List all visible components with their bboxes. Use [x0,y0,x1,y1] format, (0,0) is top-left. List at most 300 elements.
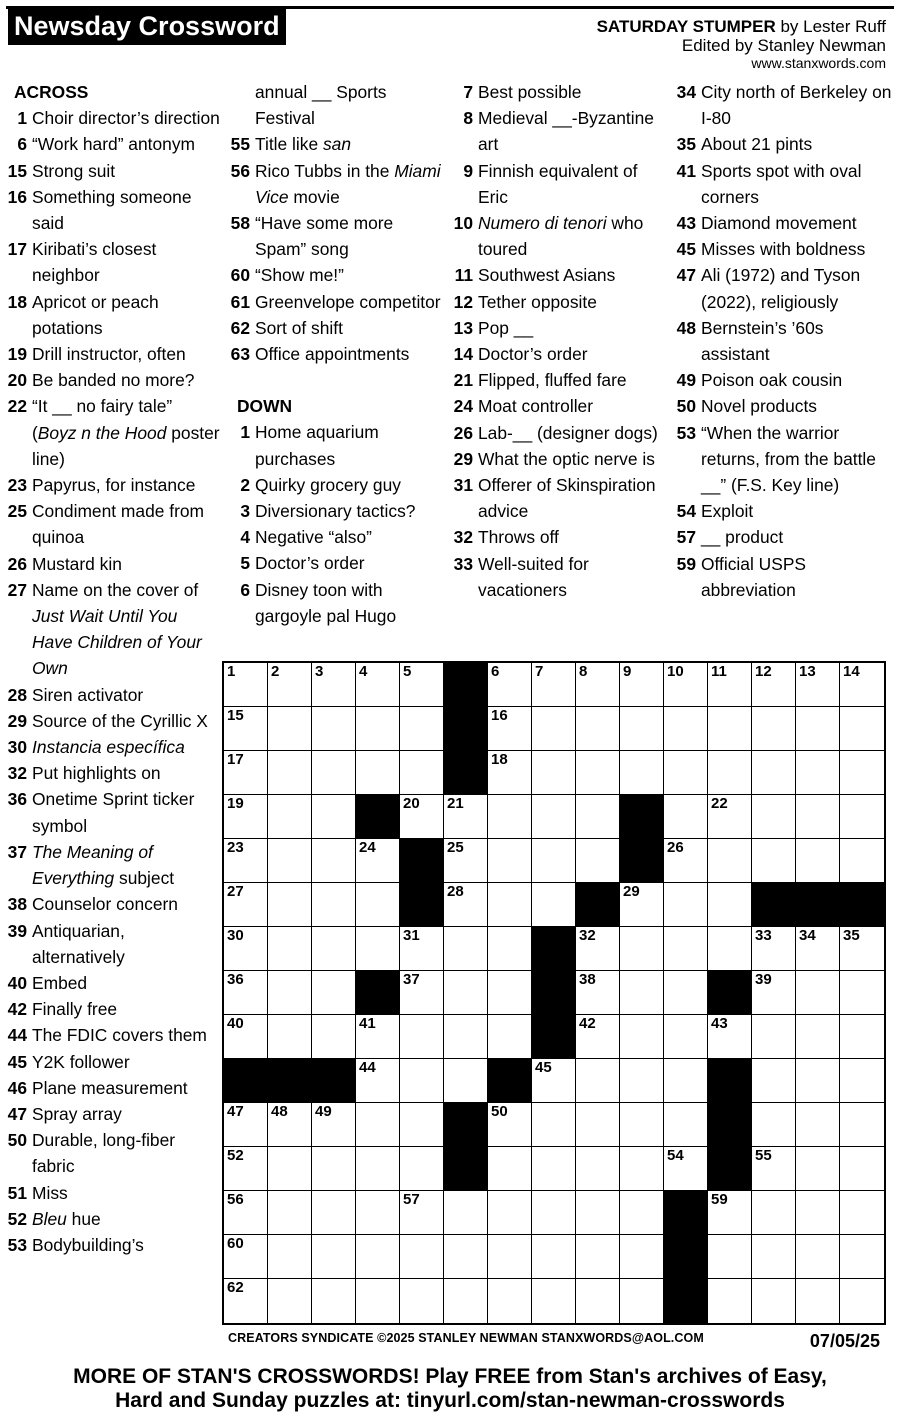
grid-cell[interactable] [532,883,576,927]
clue-item[interactable] [5,1127,220,1179]
grid-cell[interactable] [224,663,268,707]
grid-cell[interactable] [664,839,708,883]
grid-cell[interactable] [576,1147,620,1191]
grid-cell[interactable] [312,1279,356,1323]
grid-cell[interactable] [488,1015,532,1059]
clue-item[interactable] [5,708,220,734]
grid-cell[interactable] [488,927,532,971]
clue-item[interactable] [674,262,896,314]
grid-cell[interactable] [576,1059,620,1103]
clue-item[interactable] [451,289,669,315]
clue-item[interactable] [674,236,896,262]
grid-cell[interactable] [312,971,356,1015]
grid-cell[interactable] [488,795,532,839]
grid-cell[interactable] [752,707,796,751]
grid-cell[interactable] [620,751,664,795]
grid-cell[interactable] [796,751,840,795]
grid-cell[interactable] [532,839,576,883]
grid-cell[interactable] [532,663,576,707]
grid-cell[interactable] [752,1015,796,1059]
clue-item[interactable] [674,131,896,157]
grid-cell[interactable] [664,795,708,839]
grid-cell[interactable] [840,751,884,795]
cell-number: 23 [227,839,244,856]
clue-item[interactable] [451,472,669,524]
grid-cell[interactable] [752,1191,796,1235]
clue-number: 33 [453,553,473,574]
grid-cell[interactable] [840,927,884,971]
grid-cell[interactable] [444,795,488,839]
clue-text: Best possible [478,82,582,102]
grid-cell[interactable] [224,1279,268,1323]
grid-cell[interactable] [356,883,400,927]
grid-cell[interactable] [268,883,312,927]
grid-cell[interactable] [312,751,356,795]
grid-cell[interactable] [224,1191,268,1235]
grid-cell[interactable] [268,795,312,839]
grid-cell[interactable] [620,1103,664,1147]
clue-text: Home aquarium purchases [255,422,379,469]
grid-cell[interactable] [532,707,576,751]
grid-cell[interactable] [708,839,752,883]
grid-cell[interactable] [708,663,752,707]
cell-number: 14 [843,663,860,680]
clue-item[interactable] [674,158,896,210]
clue-item[interactable] [228,158,444,210]
grid-cell[interactable] [488,751,532,795]
clue-item[interactable] [5,1101,220,1127]
grid-cell[interactable] [312,883,356,927]
grid-cell[interactable] [532,1191,576,1235]
grid-cell[interactable] [664,751,708,795]
clue-item[interactable] [674,551,896,603]
clue-item[interactable] [451,524,669,550]
grid-cell[interactable] [840,1103,884,1147]
grid-cell[interactable] [400,1015,444,1059]
clue-text: Name on the cover of Just Wait Until You Have Children of Your Own [32,579,202,679]
clue-item[interactable] [5,367,220,393]
grid-cell[interactable] [664,707,708,751]
grid-cell[interactable] [224,707,268,751]
clue-item[interactable] [5,1232,220,1258]
grid-cell[interactable] [400,663,444,707]
cell-number: 59 [711,1191,728,1208]
grid-cell[interactable] [224,795,268,839]
grid-cell[interactable] [356,1147,400,1191]
clue-item[interactable] [5,1049,220,1075]
grid-cell[interactable] [356,1015,400,1059]
grid-cell[interactable] [576,1235,620,1279]
grid-cell[interactable] [268,1147,312,1191]
grid-cell[interactable] [664,1015,708,1059]
grid-cell[interactable] [840,839,884,883]
grid-cell[interactable] [224,927,268,971]
clue-item[interactable] [5,891,220,917]
clue-item[interactable] [228,79,444,131]
grid-cell[interactable] [400,1103,444,1147]
clue-item[interactable] [451,105,669,157]
grid-cell[interactable] [576,663,620,707]
clue-item[interactable] [228,524,444,550]
grid-cell[interactable] [752,1235,796,1279]
clue-text: Something someone said [32,186,192,234]
grid-cell[interactable] [620,663,664,707]
grid-cell[interactable] [532,1059,576,1103]
grid-cell[interactable] [620,1279,664,1323]
clue-item[interactable] [5,1180,220,1206]
grid-cell[interactable] [620,1015,664,1059]
clue-item[interactable] [5,970,220,996]
clue-item[interactable] [674,420,896,499]
grid-cell[interactable] [752,971,796,1015]
clue-item[interactable] [451,315,669,341]
clue-item[interactable] [228,341,444,367]
grid-cell[interactable] [796,1191,840,1235]
grid-cell[interactable] [312,927,356,971]
clue-number: 12 [453,291,473,312]
grid-cell[interactable] [796,663,840,707]
grid-cell[interactable] [708,1191,752,1235]
grid-cell[interactable] [576,751,620,795]
grid-cell[interactable] [268,1191,312,1235]
clue-item[interactable] [5,577,220,682]
grid-cell[interactable] [268,927,312,971]
clue-item[interactable] [5,1206,220,1232]
clue-item[interactable] [451,367,669,393]
grid-cell[interactable] [312,1191,356,1235]
clue-number: 45 [676,239,696,260]
clue-item[interactable] [5,289,220,341]
grid-cell[interactable] [840,1235,884,1279]
clue-item[interactable] [5,996,220,1022]
grid-cell[interactable] [488,839,532,883]
clue-item[interactable] [5,105,220,131]
grid-cell[interactable] [532,795,576,839]
grid-cell[interactable] [224,883,268,927]
grid-cell[interactable] [312,663,356,707]
grid-cell[interactable] [488,1147,532,1191]
grid-cell[interactable] [796,1235,840,1279]
clue-item[interactable] [5,551,220,577]
grid-cell[interactable] [488,707,532,751]
clue-text: Plane measurement [32,1077,188,1098]
grid-cell[interactable] [708,795,752,839]
clue-number: 50 [676,396,696,417]
clue-item[interactable] [228,315,444,341]
grid-cell[interactable] [224,839,268,883]
clue-item[interactable] [228,577,444,629]
grid-cell[interactable] [708,1015,752,1059]
clue-item[interactable] [5,498,220,550]
grid-cell[interactable] [664,1059,708,1103]
clue-item[interactable] [228,210,444,262]
clue-item[interactable] [451,446,669,472]
grid-cell[interactable] [224,1103,268,1147]
clue-item[interactable] [674,315,896,367]
grid-cell[interactable] [224,1015,268,1059]
clue-item[interactable] [451,210,669,262]
grid-cell[interactable] [752,1147,796,1191]
clue-item[interactable] [5,184,220,236]
grid-cell[interactable] [444,1015,488,1059]
cell-number: 12 [755,663,772,680]
grid-cell[interactable] [840,1059,884,1103]
clue-item[interactable] [228,289,444,315]
grid-cell[interactable] [532,751,576,795]
grid-cell[interactable] [664,1103,708,1147]
clue-item[interactable] [228,472,444,498]
clue-item[interactable] [5,158,220,184]
grid-cell[interactable] [664,1147,708,1191]
clue-item[interactable] [451,393,669,419]
clue-item[interactable] [674,498,896,524]
grid-cell[interactable] [312,1103,356,1147]
grid-cell[interactable] [796,839,840,883]
grid-cell[interactable] [356,663,400,707]
grid-cell[interactable] [356,927,400,971]
grid-cell[interactable] [620,971,664,1015]
grid-cell[interactable] [708,1235,752,1279]
grid-cell[interactable] [620,1191,664,1235]
clue-item[interactable] [228,131,444,157]
grid-cell[interactable] [664,883,708,927]
grid-cell[interactable] [356,1235,400,1279]
grid-cell[interactable] [708,707,752,751]
grid-block [532,971,576,1015]
grid-cell[interactable] [620,1059,664,1103]
grid-cell[interactable] [664,663,708,707]
grid-cell[interactable] [268,707,312,751]
grid-cell[interactable] [312,1015,356,1059]
clue-item[interactable] [674,393,896,419]
clue-item[interactable] [451,341,669,367]
grid-cell[interactable] [796,1279,840,1323]
grid-cell[interactable] [312,839,356,883]
grid-cell[interactable] [796,1059,840,1103]
grid-cell[interactable] [268,1235,312,1279]
grid-cell[interactable] [400,1279,444,1323]
clue-item[interactable] [5,839,220,891]
clue-item[interactable] [228,550,444,576]
grid-cell[interactable] [796,707,840,751]
grid-cell[interactable] [840,663,884,707]
grid-cell[interactable] [400,927,444,971]
grid-cell[interactable] [664,927,708,971]
grid-cell[interactable] [268,751,312,795]
clue-item[interactable] [451,79,669,105]
clue-item[interactable] [228,498,444,524]
clue-text: Negative “also” [255,527,372,548]
clue-item[interactable] [5,760,220,786]
grid-cell[interactable] [268,1103,312,1147]
clue-item[interactable] [674,210,896,236]
clue-item[interactable] [228,419,444,471]
crossword-grid[interactable] [222,661,886,1325]
grid-cell[interactable] [488,1103,532,1147]
grid-cell[interactable] [488,1279,532,1323]
grid-cell[interactable] [620,1147,664,1191]
grid-cell[interactable] [444,1279,488,1323]
clue-item[interactable] [674,367,896,393]
grid-cell[interactable] [620,1235,664,1279]
grid-cell[interactable] [312,795,356,839]
grid-cell[interactable] [708,927,752,971]
grid-cell[interactable] [576,707,620,751]
grid-cell[interactable] [400,1191,444,1235]
clue-number: 31 [453,475,473,496]
grid-cell[interactable] [356,839,400,883]
grid-cell[interactable] [840,971,884,1015]
grid-cell[interactable] [444,1059,488,1103]
clue-item[interactable] [5,472,220,498]
grid-cell[interactable] [840,1191,884,1235]
grid-cell[interactable] [268,971,312,1015]
clue-item[interactable] [5,786,220,838]
cell-number: 33 [755,927,772,944]
clue-text: Source of the Cyrillic X [32,710,208,731]
clue-text: Papyrus, for instance [32,475,196,496]
cell-number: 42 [579,1015,596,1032]
grid-cell[interactable] [268,1015,312,1059]
grid-cell[interactable] [796,1103,840,1147]
grid-cell[interactable] [224,1235,268,1279]
grid-cell[interactable] [620,707,664,751]
grid-cell[interactable] [576,927,620,971]
grid-cell[interactable] [796,795,840,839]
clue-item[interactable] [451,551,669,603]
clue-item[interactable] [5,393,220,472]
grid-cell[interactable] [576,971,620,1015]
grid-cell[interactable] [576,1103,620,1147]
grid-cell[interactable] [752,1059,796,1103]
grid-cell[interactable] [312,1235,356,1279]
grid-cell[interactable] [708,883,752,927]
clue-item[interactable] [228,262,444,288]
grid-cell[interactable] [620,927,664,971]
grid-cell[interactable] [488,971,532,1015]
grid-cell[interactable] [268,663,312,707]
grid-cell[interactable] [752,839,796,883]
clue-item[interactable] [5,734,220,760]
site-link[interactable]: www.stanxwords.com [751,55,886,71]
clue-item[interactable] [451,158,669,210]
grid-cell[interactable] [356,751,400,795]
footer-line-2[interactable]: Hard and Sunday puzzles at: tinyurl.com/stan-newman-crosswords [115,1389,785,1412]
grid-cell[interactable] [840,795,884,839]
grid-cell[interactable] [664,971,708,1015]
grid-cell[interactable] [752,663,796,707]
grid-cell[interactable] [532,1279,576,1323]
grid-cell[interactable] [400,1059,444,1103]
grid-cell[interactable] [488,1235,532,1279]
grid-cell[interactable] [268,1279,312,1323]
grid-cell[interactable] [796,1147,840,1191]
grid-cell[interactable] [488,663,532,707]
clue-item[interactable] [5,341,220,367]
clue-number: 32 [7,763,27,784]
grid-cell[interactable] [576,1279,620,1323]
grid-cell[interactable] [444,1235,488,1279]
grid-cell[interactable] [356,1103,400,1147]
grid-cell[interactable] [444,927,488,971]
grid-cell[interactable] [752,1279,796,1323]
clue-item[interactable] [5,918,220,970]
grid-cell[interactable] [400,971,444,1015]
grid-cell[interactable] [708,1279,752,1323]
clue-item[interactable] [674,79,896,131]
grid-cell[interactable] [444,971,488,1015]
clue-item[interactable] [5,236,220,288]
grid-cell[interactable] [576,795,620,839]
grid-cell[interactable] [400,707,444,751]
grid-cell[interactable] [752,751,796,795]
clue-item[interactable] [451,262,669,288]
clue-item[interactable] [5,1075,220,1101]
grid-cell[interactable] [224,751,268,795]
grid-cell[interactable] [840,1279,884,1323]
grid-cell[interactable] [840,1147,884,1191]
grid-cell[interactable] [752,795,796,839]
grid-cell[interactable] [532,1235,576,1279]
cell-number: 54 [667,1147,684,1164]
grid-cell[interactable] [620,883,664,927]
clue-item[interactable] [5,131,220,157]
grid-cell[interactable] [840,707,884,751]
grid-cell[interactable] [708,751,752,795]
grid-cell[interactable] [444,839,488,883]
grid-cell[interactable] [356,707,400,751]
grid-cell[interactable] [796,927,840,971]
grid-cell[interactable] [268,839,312,883]
clue-item[interactable] [674,524,896,550]
clue-item[interactable] [5,1022,220,1048]
grid-cell[interactable] [532,1103,576,1147]
grid-cell[interactable] [400,1147,444,1191]
grid-cell[interactable] [444,1191,488,1235]
clue-text: Instancia específica [32,737,185,758]
grid-cell[interactable] [576,1015,620,1059]
grid-cell[interactable] [752,927,796,971]
grid-cell[interactable] [224,971,268,1015]
clue-text: Doctor’s order [255,553,365,574]
grid-cell[interactable] [312,707,356,751]
grid-cell[interactable] [488,1191,532,1235]
grid-cell[interactable] [356,1191,400,1235]
clue-text: Strong suit [32,160,116,181]
clue-item[interactable] [451,420,669,446]
grid-cell[interactable] [400,751,444,795]
clue-item[interactable] [5,682,220,708]
grid-cell[interactable] [840,1015,884,1059]
clue-text: The Meaning of Everything subject [32,841,175,889]
grid-cell[interactable] [752,1103,796,1147]
grid-cell[interactable] [576,1191,620,1235]
grid-cell[interactable] [400,1235,444,1279]
grid-cell[interactable] [488,883,532,927]
grid-block [532,1015,576,1059]
grid-cell[interactable] [312,1147,356,1191]
grid-cell[interactable] [356,1059,400,1103]
grid-cell[interactable] [400,795,444,839]
grid-cell[interactable] [356,1279,400,1323]
grid-cell[interactable] [796,1015,840,1059]
grid-cell[interactable] [576,839,620,883]
grid-cell[interactable] [444,883,488,927]
grid-cell[interactable] [532,1147,576,1191]
grid-cell[interactable] [796,971,840,1015]
clue-number: 14 [453,344,473,365]
grid-cell[interactable] [224,1147,268,1191]
